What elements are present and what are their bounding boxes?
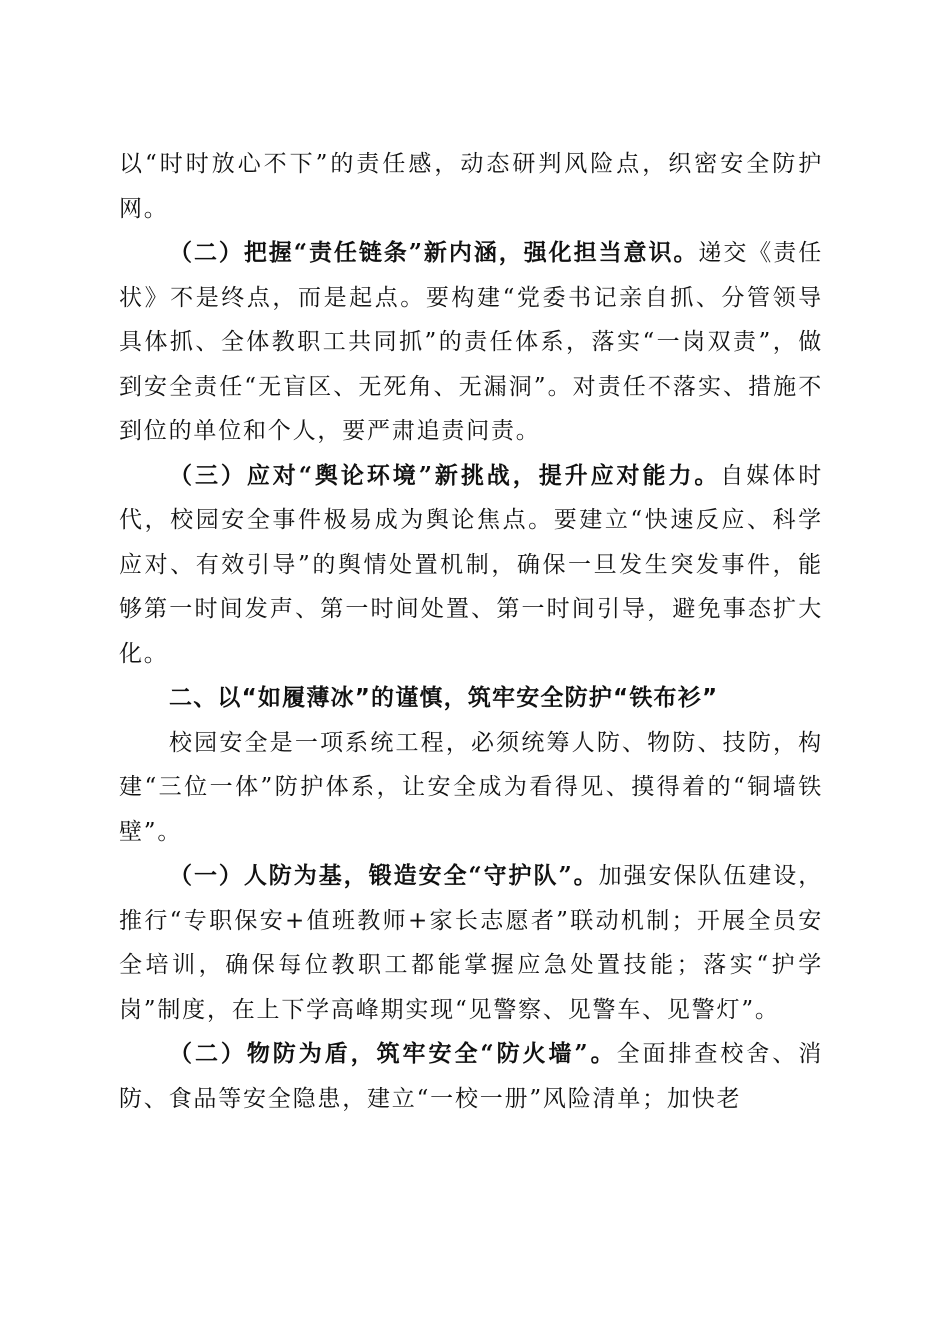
section-1-2-paragraph xyxy=(119,231,823,454)
section-2-heading: 二、以“如履薄冰”的谨慎，筑牢安全防护“铁布衫” xyxy=(169,685,719,711)
paragraph-text: 校园安全是一项系统工程，必须统筹人防、物防、技防，构建“三位一体”防护体系，让安全成为看得见、摸得着的“铜墙铁壁”。 xyxy=(119,729,823,845)
document-body xyxy=(119,142,823,1121)
paragraph-text: 全面排查校舍、消防、食品等安全隐患，建立“一校一册”风险清单；加快老 xyxy=(119,1041,824,1112)
paragraph-lead: （一）人防为基，锻造安全“守护队”。 xyxy=(169,862,599,889)
section-2-2-paragraph xyxy=(119,1032,823,1121)
section-1-3-paragraph xyxy=(119,454,823,677)
paragraph-text: 以“时时放心不下”的责任感，动态研判风险点，织密安全防护网。 xyxy=(119,151,823,222)
paragraph-lead: （三）应对“舆论环境”新挑战，提升应对能力。 xyxy=(169,461,721,489)
paragraph-text: 自媒体时代，校园安全事件极易成为舆论焦点。要建立“快速反应、科学应对、有效引导”的舆情处置机制，确保一旦发生突发事件，能够第一时间发声、第一时间处置、第一时间引导，避免事态扩大化。 xyxy=(119,462,824,667)
section-2-intro-paragraph xyxy=(119,721,823,855)
paragraph-text: 递交《责任状》不是终点，而是起点。要构建“党委书记亲自抓、分管领导具体抓、全体教职工共同抓”的责任体系，落实“一岗双责”，做到安全责任“无盲区、无死角、无漏洞”。对责任不落实、措施不到位的单位和个人，要严肃追责问责。 xyxy=(119,240,823,444)
section-2-1-paragraph xyxy=(119,854,823,1032)
paragraph-lead: （二）物防为盾，筑牢安全“防火墙”。 xyxy=(169,1040,617,1067)
paragraph-lead: （二）把握“责任链条”新内涵，强化担当意识。 xyxy=(169,239,699,266)
paragraph-text: 加强安保队伍建设，推行“专职保安+值班教师+家长志愿者”联动机制；开展全员安全培训，确保每位教职工都能掌握应急处置技能；落实“护学岗”制度，在上下学高峰期实现“见警察、见警车、见警灯”。 xyxy=(119,863,824,1023)
continuation-paragraph xyxy=(119,142,823,231)
